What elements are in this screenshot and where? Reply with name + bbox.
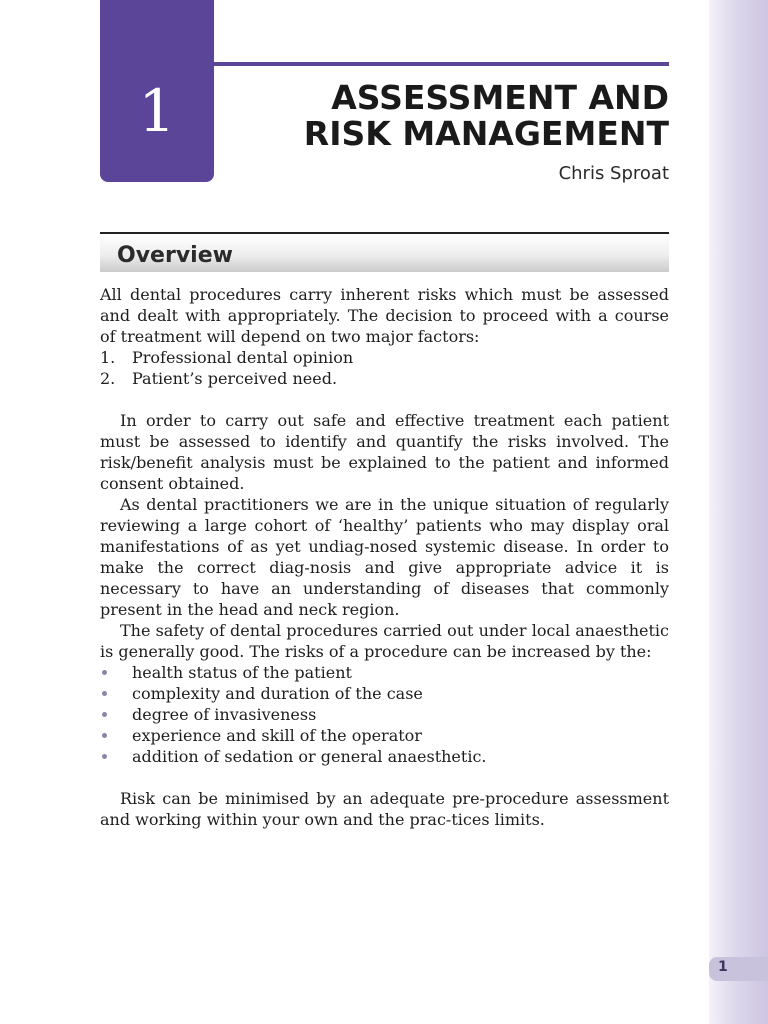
list-item	[100, 662, 669, 683]
overview-heading: Overview	[117, 243, 233, 268]
list-item-text: experience and skill of the operator	[132, 726, 422, 745]
list-item	[100, 683, 669, 704]
list-number: 2.	[100, 369, 116, 388]
list-item	[100, 746, 669, 767]
page-number: 1	[718, 959, 728, 975]
list-item-text: complexity and duration of the case	[132, 684, 423, 703]
paragraph: As dental practitioners we are in the unique situation of regularly reviewing a large cohort of ‘healthy’ patients who may display oral manifestations of as yet undiag-nosed systemic disease. In order to make the correct diag-nosis and give appropriate advice it is necessary to have an understanding of diseases that commonly present in the head and neck region.	[100, 495, 669, 619]
list-item	[100, 347, 669, 368]
paragraph-gap	[100, 767, 669, 788]
list-number: 1.	[100, 348, 116, 367]
bullet-icon	[102, 754, 107, 759]
list-item-text: Professional dental opinion	[132, 348, 354, 367]
factors-list	[100, 347, 669, 389]
list-item-text: degree of invasiveness	[132, 705, 317, 724]
list-item-text: addition of sedation or general anaesthetic.	[132, 747, 487, 766]
chapter-title	[304, 80, 669, 152]
bullet-icon	[102, 733, 107, 738]
paragraph: In order to carry out safe and effective treatment each patient must be assessed to identify and quantify the risks involved. The risk/benefit analysis must be explained to the patient and informed consent obtained.	[100, 411, 669, 493]
bullet-icon	[102, 670, 107, 675]
list-item-text: Patient’s perceived need.	[132, 369, 338, 388]
paragraph: Risk can be minimised by an adequate pre-procedure assessment and working within your own and the prac-tices limits.	[100, 789, 669, 829]
paragraph-gap	[100, 389, 669, 410]
title-rule	[214, 62, 669, 66]
chapter-title-line-2: RISK MANAGEMENT	[303, 114, 669, 153]
paragraph: The safety of dental procedures carried out under local anaesthetic is generally good. The risks of a procedure can be increased by the:	[100, 621, 669, 661]
overview-heading-bar	[100, 232, 669, 272]
chapter-title-line-1: ASSESSMENT AND	[331, 78, 669, 117]
bullet-icon	[102, 712, 107, 717]
risks-list	[100, 662, 669, 767]
side-strip	[709, 0, 768, 1024]
list-item	[100, 368, 669, 389]
chapter-author: Chris Sproat	[558, 163, 669, 184]
chapter-number-box	[100, 0, 214, 182]
intro-paragraph: All dental procedures carry inherent risks which must be assessed and dealt with appropriately. The decision to proceed with a course of treatment will depend on two major factors:	[100, 285, 669, 346]
overview-body	[100, 284, 669, 830]
chapter-number: 1	[138, 77, 176, 145]
list-item	[100, 704, 669, 725]
bullet-icon	[102, 691, 107, 696]
list-item-text: health status of the patient	[132, 663, 352, 682]
list-item	[100, 725, 669, 746]
